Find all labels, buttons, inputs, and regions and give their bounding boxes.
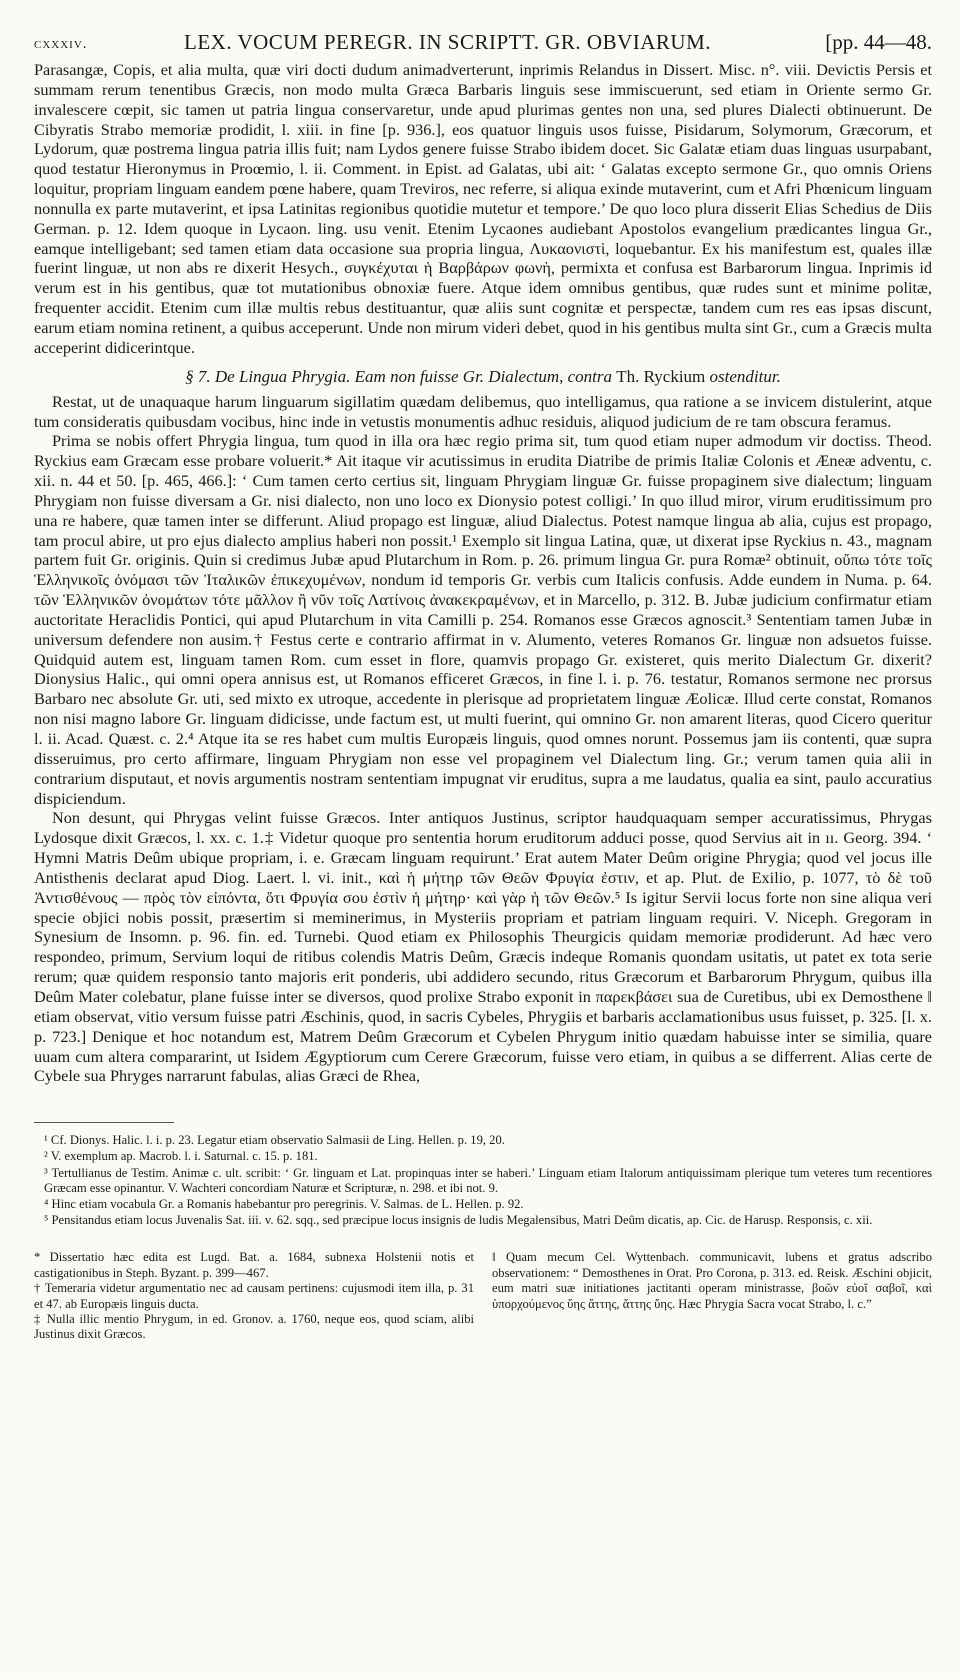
paragraph: Parasangæ, Copis, et alia multa, quæ viri docti dudum animadverterunt, inprimis Relandus in Dissert. Misc. n°. viii. Devictis Persis et summam rerum tenentibus Græcis, non modo multa Græca Barbaris linguis sese immiscuerunt, sed etiam in Oriente sermo Gr. invalescere cœpit, sic tamen ut patria lingua conservaretur, unde apud plurimas gentes non una, sed plures Dialecti obtinuerunt. De Cibyratis Strabo memoriæ prodidit, l. xiii. in fine [p. 936.], eos quatuor linguis usos fuisse, Pisidarum, Solymorum, Græcorum, et Lydorum, quæ postrema lingua patria illis fuit; nam Lydos genere fuisse Strabo ibidem docet. Sic Galatæ etiam duas linguas usurpabant, quod testatur Hieronymus in Proœmio, l. ii. Comment. in Epist. ad Galatas, ubi ait: ‘ Galatas excepto sermone Gr., quo omnis Oriens loquitur, propriam linguam eandem pœne habere, quam Treviros, nec referre, si aliqua exinde mutaverint, cum et Afri Phœnicum linguam nonnulla ex parte mutaverint, et ipsa Latinitas regionibus quotidie mutetur et tempore.’ De quo loco plura disserit Elias Schedius de Diis German. p. 12. Idem quoque in Lycaon. ling. usu venit. Etenim Lycaones audiebant Apostolos evangelium prædicantes lingua Gr., eamque intelligebant; sed tamen etiam data occasione sua propria lingua, Λυκαονιστὶ, loquebantur. Ex his manifestum est, quales illæ fuerint linguæ, ut non abs re dixerit Hesych., συγκέχυται ἡ Βαρβάρων φωνὴ, permixta et confusa est Barbarorum lingua. Inprimis id verum est in his gentibus, quæ tot mutationibus obnoxiæ fuere. Atque idem omnibus gentibus, quæ rudes sunt et minime politæ, frequenter accidit. Etenim cum illæ multis rebus destituantur, quæ aliis sunt cognitæ et perspectæ, tandem cum res eas ipsas discunt, earum etiam nomina retinent, a quibus acceperunt. Unde non mirum videri debet, quod in his gentibus multa sint Gr., cum a Græcis multa acceperint didicerintque. xyxy=(34,60,932,357)
paragraph: Non desunt, qui Phrygas velint fuisse Græcos. Inter antiquos Justinus, scriptor haudquaquam semper accuratissimus, Phrygas Lydosque dixit Græcos, l. xx. c. 1.‡ Videtur quoque pro sententia horum eruditorum adduci posse, quod Servius ait in ıı. Georg. 394. ‘ Hymni Matris Deûm ubique propriam, i. e. Græcam linguam requirunt.’ Erat autem Mater Deûm origine Phrygia; quod vel jocus ille Antisthenis declarat apud Diog. Laert. l. vi. init., καὶ ἡ μήτηρ τῶν Θεῶν Φρυγία ἐστιν, et ap. Plut. de Exilio, p. 1077, τὸ δὲ τοῦ Ἀντισθένους — πρὸς τὸν εἰπόντα, ὅτι Φρυγία σου ἐστὶν ἡ μήτηρ· καὶ γὰρ ἡ τῶν Θεῶν.⁵ Is igitur Servii locus forte non sine aliqua veri specie objici nobis possit, præsertim si meminerimus, in Mysteriis propriam et patriam linguam requiri. V. Niceph. Gregoram in Synesium de Insomn. p. 96. fin. ed. Turnebi. Quod etiam ex Philosophis Theurgicis quidam memoriæ prodiderunt. Ad hæc vero respondeo, primum, Servium loqui de ritibus colendis Matris Deûm, Græcis indeque Romanis quondam usitatis, ut patet ex tota serie rerum; quæ quidem responsio tanto majoris erit ponderis, ubi addidero secundo, ritus Græcorum et Barbarorum Phrygum, quibus illa Deûm Mater colebatur, plane fuisse inter se diversos, quod prolixe Strabo exponit in παρεκβάσει sua de Curetibus, ubi ex Demosthene ‖ etiam observat, vitio versum fuisse patri Æschinis, quod, in sacris Cybeles, Phrygiis et barbaris acclamationibus usus fuisset, p. 325. [l. x. p. 723.] Denique et hoc notandum est, Matrem Deûm Græcorum et Cybelen Phrygum initio quædam habuisse inter se similia, quare uuam cum altera compararint, ut Isidem Ægyptiorum cum Cerere Græcorum, fuisse vero etiam, in quibus a se differrent. Alias certe de Cybele sua Phryges narrarunt fabulas, alias Græci de Rhea, xyxy=(34,808,932,1086)
editor-notes-left xyxy=(34,1250,474,1342)
footnote: ² V. exemplum ap. Macrob. l. i. Saturnal. c. 15. p. 181. xyxy=(44,1149,318,1164)
footnotes xyxy=(34,1133,932,1228)
section-heading xyxy=(34,366,932,388)
paragraph: Restat, ut de unaquaque harum linguarum sigillatim quædam delibemus, quo intelligamus, qua ratione a se invicem distulerint, atque tum consideratis quibusdam vocibus, hinc inde in vetustis monumentis adhuc residuis, aliquod judicium de re tam obscura feramus. xyxy=(34,391,932,431)
editor-note: ‡ Nulla illic mentio Phrygum, in ed. Gronov. a. 1760, neque eos, quod sciam, alibi Justinus dixit Græcos. xyxy=(34,1312,474,1342)
footnote: ⁴ Hinc etiam vocabula Gr. a Romanis habebantur pro peregrinis. V. Salmas. de L. Hellen. p. 92. xyxy=(44,1197,524,1211)
page-number: cxxxiv. xyxy=(34,36,88,52)
footnote: ³ Tertullianus de Testim. Animæ c. ult. scribit: ‘ Gr. linguam et Lat. propinquas inter se haberi.’ Linguam etiam Italorum antiquissimam plerique tum veteres tum recentiores Græcam esse opinantur. V. Wachteri concordiam Naturæ et Scripturæ, n. 298. et ibi not. 9. xyxy=(44,1165,932,1195)
running-header xyxy=(34,26,932,60)
editor-note: * Dissertatio hæc edita est Lugd. Bat. a. 1684, subnexa Holstenii notis et castigationibus in Steph. Byzant. p. 399—467. xyxy=(34,1250,474,1280)
page-reference: [pp. 44—48. xyxy=(825,30,932,54)
section-heading-end: ostenditur. xyxy=(709,366,781,386)
editor-notes-right xyxy=(492,1250,932,1342)
section-heading-name: Th. Ryckium xyxy=(616,366,706,386)
section-heading-title: § 7. De Lingua Phrygia. Eam non fuisse Gr. Dialectum, contra xyxy=(185,366,612,386)
editor-note: ‖ Quam mecum Cel. Wyttenbach. communicavit, lubens et gratus adscribo observationem: “ Demosthenes in Orat. Pro Corona, p. 313. ed. Reisk. Æschini objicit, eum matri suæ initiationes jactitanti operam ministrasse, βοῶν εὐοῖ σαβοῖ, καὶ ὑπορχούμενος ὕης ἄττης, ἄττης ὕης. Hæc Phrygia Sacra vocat Strabo, l. c.” xyxy=(492,1250,932,1311)
footnote-divider xyxy=(34,1122,174,1123)
footnote: ⁵ Pensitandus etiam locus Juvenalis Sat. iii. v. 62. sqq., sed præcipue locus insignis de ludis Megalensibus, Matri Deûm dicatis, ap. Cic. de Harusp. Responsis, c. xii. xyxy=(44,1213,873,1228)
main-text xyxy=(34,60,932,1086)
running-title: LEX. VOCUM PEREGR. IN SCRIPTT. GR. OBVIARUM. xyxy=(184,30,712,54)
paragraph: Prima se nobis offert Phrygia lingua, tum quod in illa ora hæc regio prima sit, tum quod etiam nuper admodum vir doctiss. Theod. Ryckius eam Græcam esse probare voluerit.* Ait itaque vir acutissimus in erudita Diatribe de primis Italiæ Colonis et Æneæ adventu, c. xii. n. 44 et 50. [p. 465, 466.]: ‘ Cum tamen certo certius sit, linguam Phrygiam linguæ Gr. fuisse propaginem sive dialectum; linguam Phrygiam non fuisse diversam a Gr. nisi dialecto, non uno loco ex Dionysio potest colligi.’ In quo illud miror, virum eruditissimum pro una re habere, quæ tamen inter se differunt. Aliud propago est linguæ, aliud Dialectus. Potest namque lingua ab alia, cujus est propago, tam procul abire, ut pro ejus dialecto amplius haberi non possit.¹ Exemplo sit lingua Latina, quæ, ut dixerat ipse Ryckius n. 43., magnam partem fuit Gr. originis. Quin si credimus Jubæ apud Plutarchum in Rom. p. 26. primum lingua Gr. pura Romæ² obtinuit, οὔπω τότε τοῖς Ἑλληνικοῖς ὀνόμασι τῶν Ἰταλικῶν ἐπικεχυμένων, nondum id temporis Gr. verbis cum Italicis confusis. Adde eundem in Numa. p. 64. τῶν Ἑλληνικῶν ὀνομάτων τότε μᾶλλον ἢ νῦν τοῖς Λατίνοις ἀνακεκραμένων, et in Marcello, p. 312. B. Jubæ judicium confirmatur etiam auctoritate Heraclidis Pontici, qui apud Plutarchum in vita Camilli p. 254. Romanos esse Græcos agnoscit.³ Sententiam tamen Jubæ in universum defendere non ausim.† Festus certe e contrario affirmat in v. Alumento, veteres Romanos Gr. linguæ non adsuetos fuisse. Quidquid autem est, linguam tamen Rom. cum esset in flore, quamvis propago Gr. existeret, quis merito Dialectum Gr. dixerit? Dionysius Halic., qui omni opera annisus est, ut Romanos efficeret Græcos, in fine l. i. p. 76. testatur, Romanos sermone nec prorsus Barbaro nec absolute Gr. uti, sed mixto ex utroque, accedente in plerisque ad proprietatem linguæ Æolicæ. Illud certe constat, Romanos non nisi magno labore Gr. linguam didicisse, unde factum est, ut multi fuerint, qui omnino Gr. non amarent literas, quod Cicero queritur l. ii. Acad. Quæst. c. 2.⁴ Atque ita se res habet cum multis Europæis linguis, quod omnes norunt. Possemus jam iis contenti, quæ supra disseruimus, pro certo affirmare, linguam Phrygiam non esse vel propaginem vel Dialectum ling. Gr.; verum tamen quia alii in contrarium disputaut, et novis argumentis nostram sententiam impugnat vir eruditus, supra a me laudatus, qualia ea sint, paulo accuratius dispiciendum. xyxy=(34,431,932,808)
editor-note: † Temeraria videtur argumentatio nec ad causam pertinens: cujusmodi item illa, p. 31 et 47. ab Europæis linguis ducta. xyxy=(34,1281,474,1311)
footnote: ¹ Cf. Dionys. Halic. l. i. p. 23. Legatur etiam observatio Salmasii de Ling. Hellen. p. 19, 20. xyxy=(44,1133,505,1148)
editor-notes xyxy=(34,1250,932,1342)
